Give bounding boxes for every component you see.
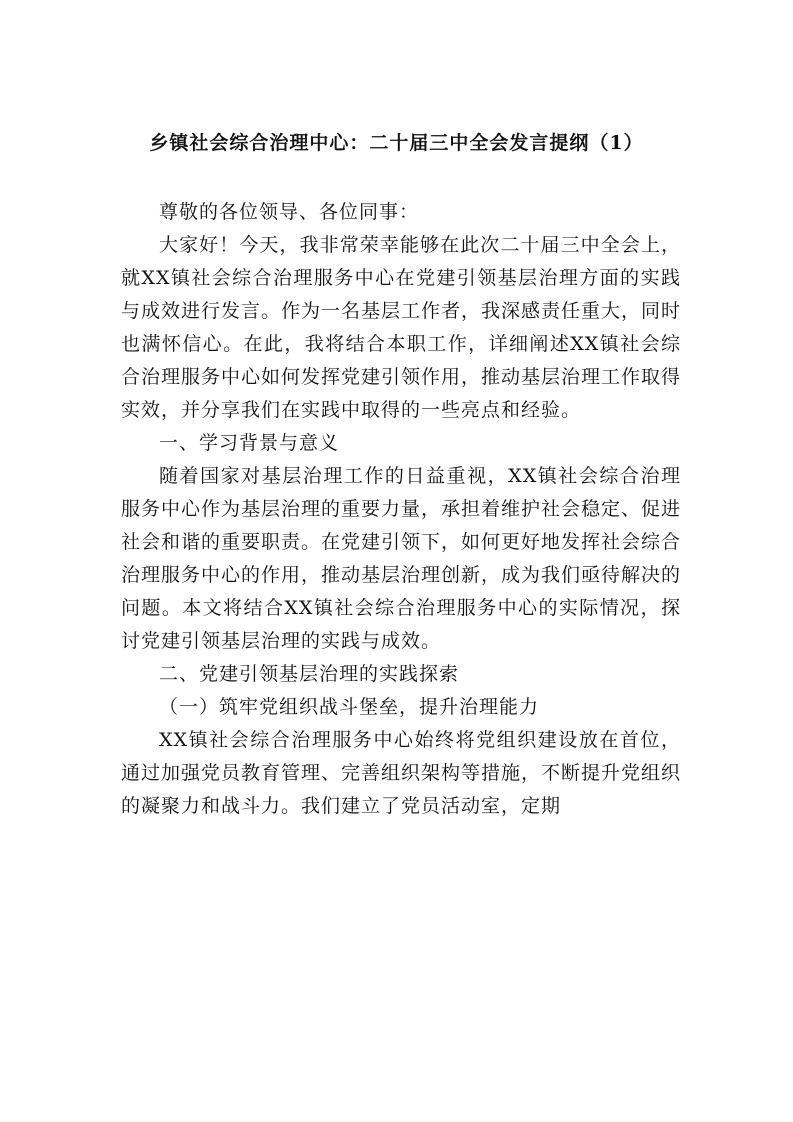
subsection-paragraph-1: XX镇社会综合治理服务中心始终将党组织建设放在首位，通过加强党员教育管理、完善组织架构等措施，不断提升党组织的凝聚力和战斗力。我们建立了党员活动室，定期 — [121, 729, 682, 817]
document-title: 乡镇社会综合治理中心：二十届三中全会发言提纲（1） — [149, 132, 644, 154]
section-heading-2: 二、党建引领基层治理的实践探索 — [159, 663, 460, 685]
intro-paragraph: 大家好！今天，我非常荣幸能够在此次二十届三中全会上，就XX镇社会综合治理服务中心在党建引领基层治理方面的实践与成效进行发言。作为一名基层工作者，我深感责任重大，同时也满怀信心。在此，我将结合本职工作，详细阐述XX镇社会综合治理服务中心如何发挥党建引领作用，推动基层治理工作取得实效，并分享我们在实践中取得的一些亮点和经验。 — [121, 234, 682, 421]
section-paragraph-1: 随着国家对基层治理工作的日益重视，XX镇社会综合治理服务中心作为基层治理的重要力量，承担着维护社会稳定、促进社会和谐的重要职责。在党建引领下，如何更好地发挥社会综合治理服务中心的作用，推动基层治理创新，成为我们亟待解决的问题。本文将结合XX镇社会综合治理服务中心的实际情况，探讨党建引领基层治理的实践与成效。 — [121, 465, 682, 652]
subsection-heading-1: （一）筑牢党组织战斗堡垒，提升治理能力 — [159, 696, 540, 718]
document-body — [121, 196, 681, 823]
section-heading-1: 一、学习背景与意义 — [159, 432, 340, 454]
greeting-paragraph: 尊敬的各位领导、各位同事： — [159, 201, 420, 223]
